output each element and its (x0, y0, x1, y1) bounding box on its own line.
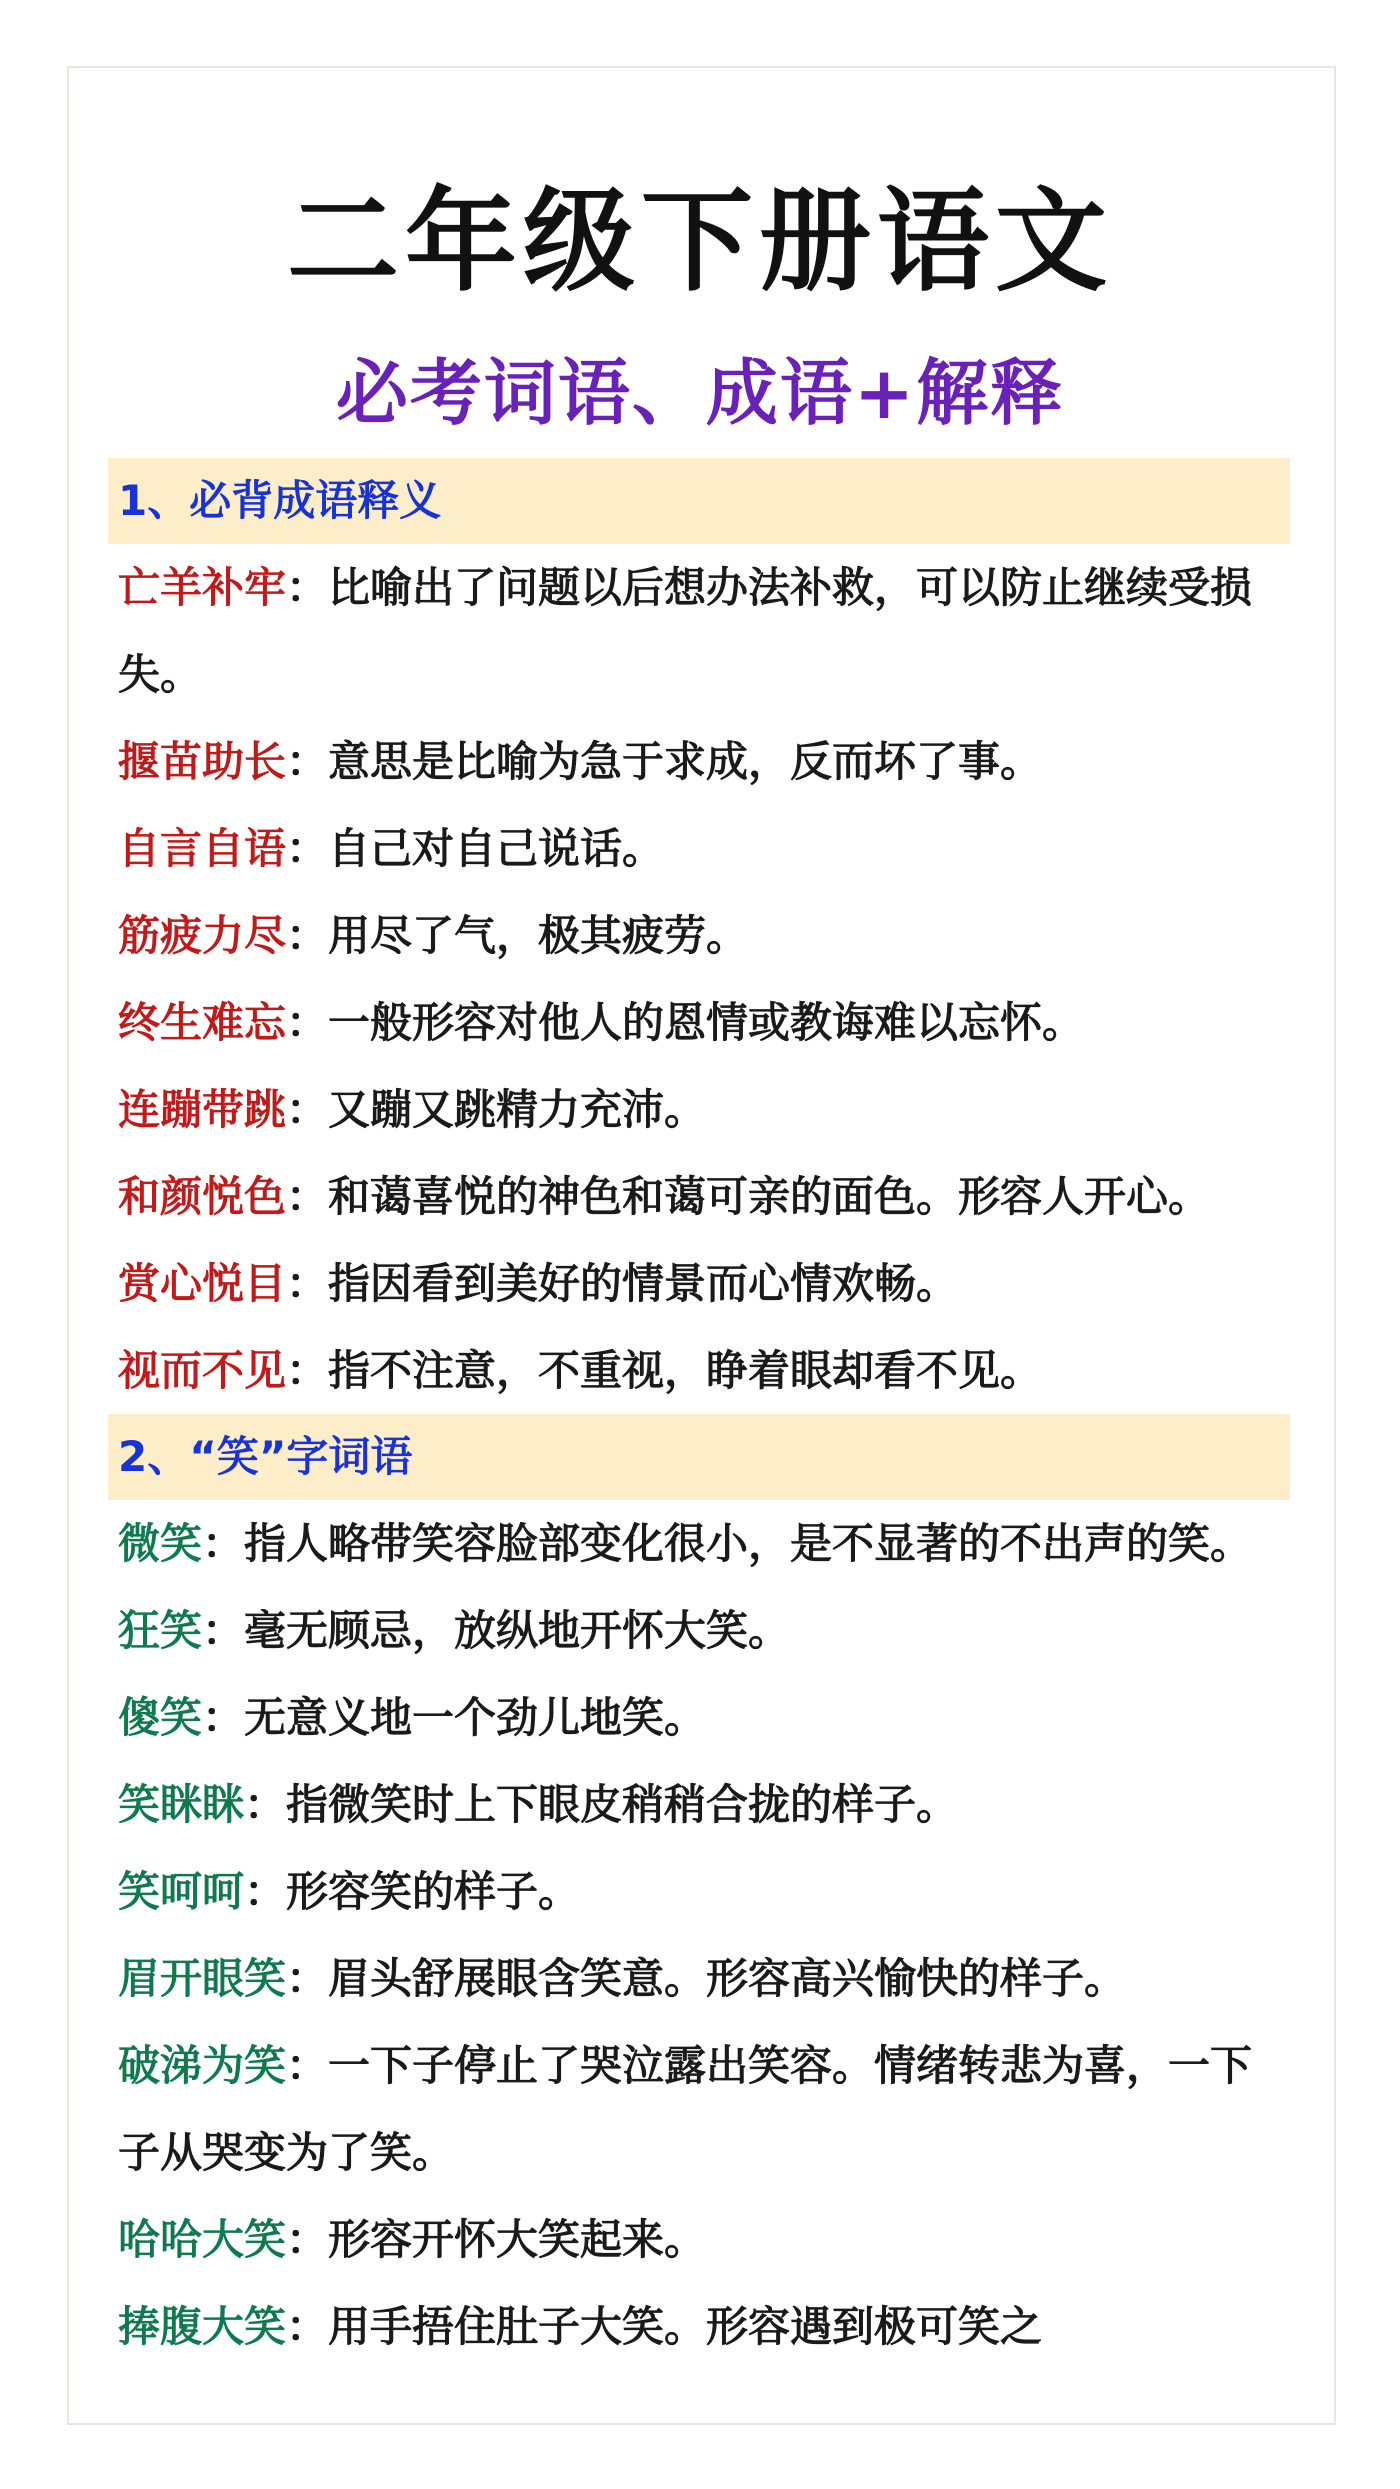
word-entry (118, 1674, 1290, 1761)
word-term: 捧腹大笑 (118, 2302, 287, 2351)
section-2-heading: 2、“笑”字词语 (108, 1414, 1290, 1500)
separator: ： (286, 737, 329, 786)
idiom-definition: 用尽了气，极其疲劳。 (328, 911, 749, 960)
word-definition: 一下子停止了哭泣露出笑容。情绪转悲为喜，一下 (328, 2041, 1253, 2090)
idiom-definition: 又蹦又跳精力充沛。 (328, 1085, 707, 1134)
separator: ： (286, 2041, 329, 2090)
idiom-term: 赏心悦目 (118, 1259, 287, 1308)
separator: ： (286, 1259, 329, 1308)
word-definition: 形容笑的样子。 (286, 1867, 581, 1916)
word-term: 笑眯眯 (118, 1780, 245, 1829)
idiom-definition: 一般形容对他人的恩情或教诲难以忘怀。 (328, 998, 1085, 1047)
word-definition: 形容开怀大笑起来。 (328, 2215, 707, 2264)
separator: ： (244, 1867, 287, 1916)
idiom-term: 终生难忘 (118, 998, 287, 1047)
word-entry (118, 1587, 1290, 1674)
idiom-term: 连蹦带跳 (118, 1085, 287, 1134)
word-entry (118, 1761, 1290, 1848)
word-definition: 用手捂住肚子大笑。形容遇到极可笑之 (328, 2302, 1043, 2351)
idiom-term: 自言自语 (118, 824, 287, 873)
idiom-entry (118, 805, 1290, 892)
idiom-term: 揠苗助长 (118, 737, 287, 786)
idiom-term: 和颜悦色 (118, 1172, 287, 1221)
page-subtitle: 必考词语、成语+解释 (335, 351, 1065, 435)
idiom-definition: 意思是比喻为急于求成，反而坏了事。 (328, 737, 1043, 786)
separator: ： (286, 911, 329, 960)
word-entry (118, 1500, 1290, 1587)
idiom-definition: 自己对自己说话。 (328, 824, 665, 873)
separator: ： (202, 1606, 245, 1655)
separator: ： (244, 1780, 287, 1829)
section-1-heading: 1、必背成语释义 (108, 458, 1290, 544)
separator: ： (286, 1954, 329, 2003)
idiom-definition: 指不注意，不重视，睁着眼却看不见。 (328, 1346, 1043, 1395)
idiom-definition: 和蔼喜悦的神色和蔼可亲的面色。形容人开心。 (328, 1172, 1211, 1221)
page-title: 二年级下册语文 (287, 177, 1113, 307)
separator: ： (286, 2302, 329, 2351)
separator: ： (286, 824, 329, 873)
word-definition: 指人略带笑容脸部变化很小，是不显著的不出声的笑。 (244, 1519, 1253, 1568)
idiom-term: 亡羊补牢 (118, 563, 287, 612)
separator: ： (202, 1519, 245, 1568)
idiom-definition: 比喻出了问题以后想办法补救，可以防止继续受损 (328, 563, 1253, 612)
separator: ： (286, 1172, 329, 1221)
idiom-entry (118, 1327, 1290, 1414)
word-term: 哈哈大笑 (118, 2215, 287, 2264)
word-term: 狂笑 (118, 1606, 203, 1655)
word-term: 笑呵呵 (118, 1867, 245, 1916)
separator: ： (286, 2215, 329, 2264)
word-term: 傻笑 (118, 1693, 203, 1742)
idiom-entry (118, 1153, 1290, 1240)
word-definition-continued: 子从哭变为了笑。 (118, 2128, 455, 2177)
separator: ： (286, 563, 329, 612)
idiom-entry (118, 544, 1290, 631)
word-definition: 眉头舒展眼含笑意。形容高兴愉快的样子。 (328, 1954, 1127, 2003)
idiom-term: 筋疲力尽 (118, 911, 287, 960)
separator: ： (286, 1346, 329, 1395)
separator: ： (202, 1693, 245, 1742)
idiom-entry (118, 892, 1290, 979)
idiom-term: 视而不见 (118, 1346, 287, 1395)
word-term: 眉开眼笑 (118, 1954, 287, 2003)
word-definition: 毫无顾忌，放纵地开怀大笑。 (244, 1606, 791, 1655)
separator: ： (286, 1085, 329, 1134)
idiom-entry (118, 718, 1290, 805)
idiom-entry (118, 1240, 1290, 1327)
word-term: 微笑 (118, 1519, 203, 1568)
separator: ： (286, 998, 329, 1047)
word-definition: 无意义地一个劲儿地笑。 (244, 1693, 707, 1742)
word-term: 破涕为笑 (118, 2041, 287, 2090)
word-entry (118, 2022, 1290, 2109)
idiom-definition-continued: 失。 (118, 650, 203, 699)
word-entry (118, 1848, 1290, 1935)
idiom-entry (118, 979, 1290, 1066)
idiom-definition: 指因看到美好的情景而心情欢畅。 (328, 1259, 959, 1308)
word-entry (118, 2196, 1290, 2283)
word-entry (118, 1935, 1290, 2022)
idiom-entry (118, 1066, 1290, 1153)
word-definition: 指微笑时上下眼皮稍稍合拢的样子。 (286, 1780, 959, 1829)
word-entry (118, 2283, 1290, 2370)
